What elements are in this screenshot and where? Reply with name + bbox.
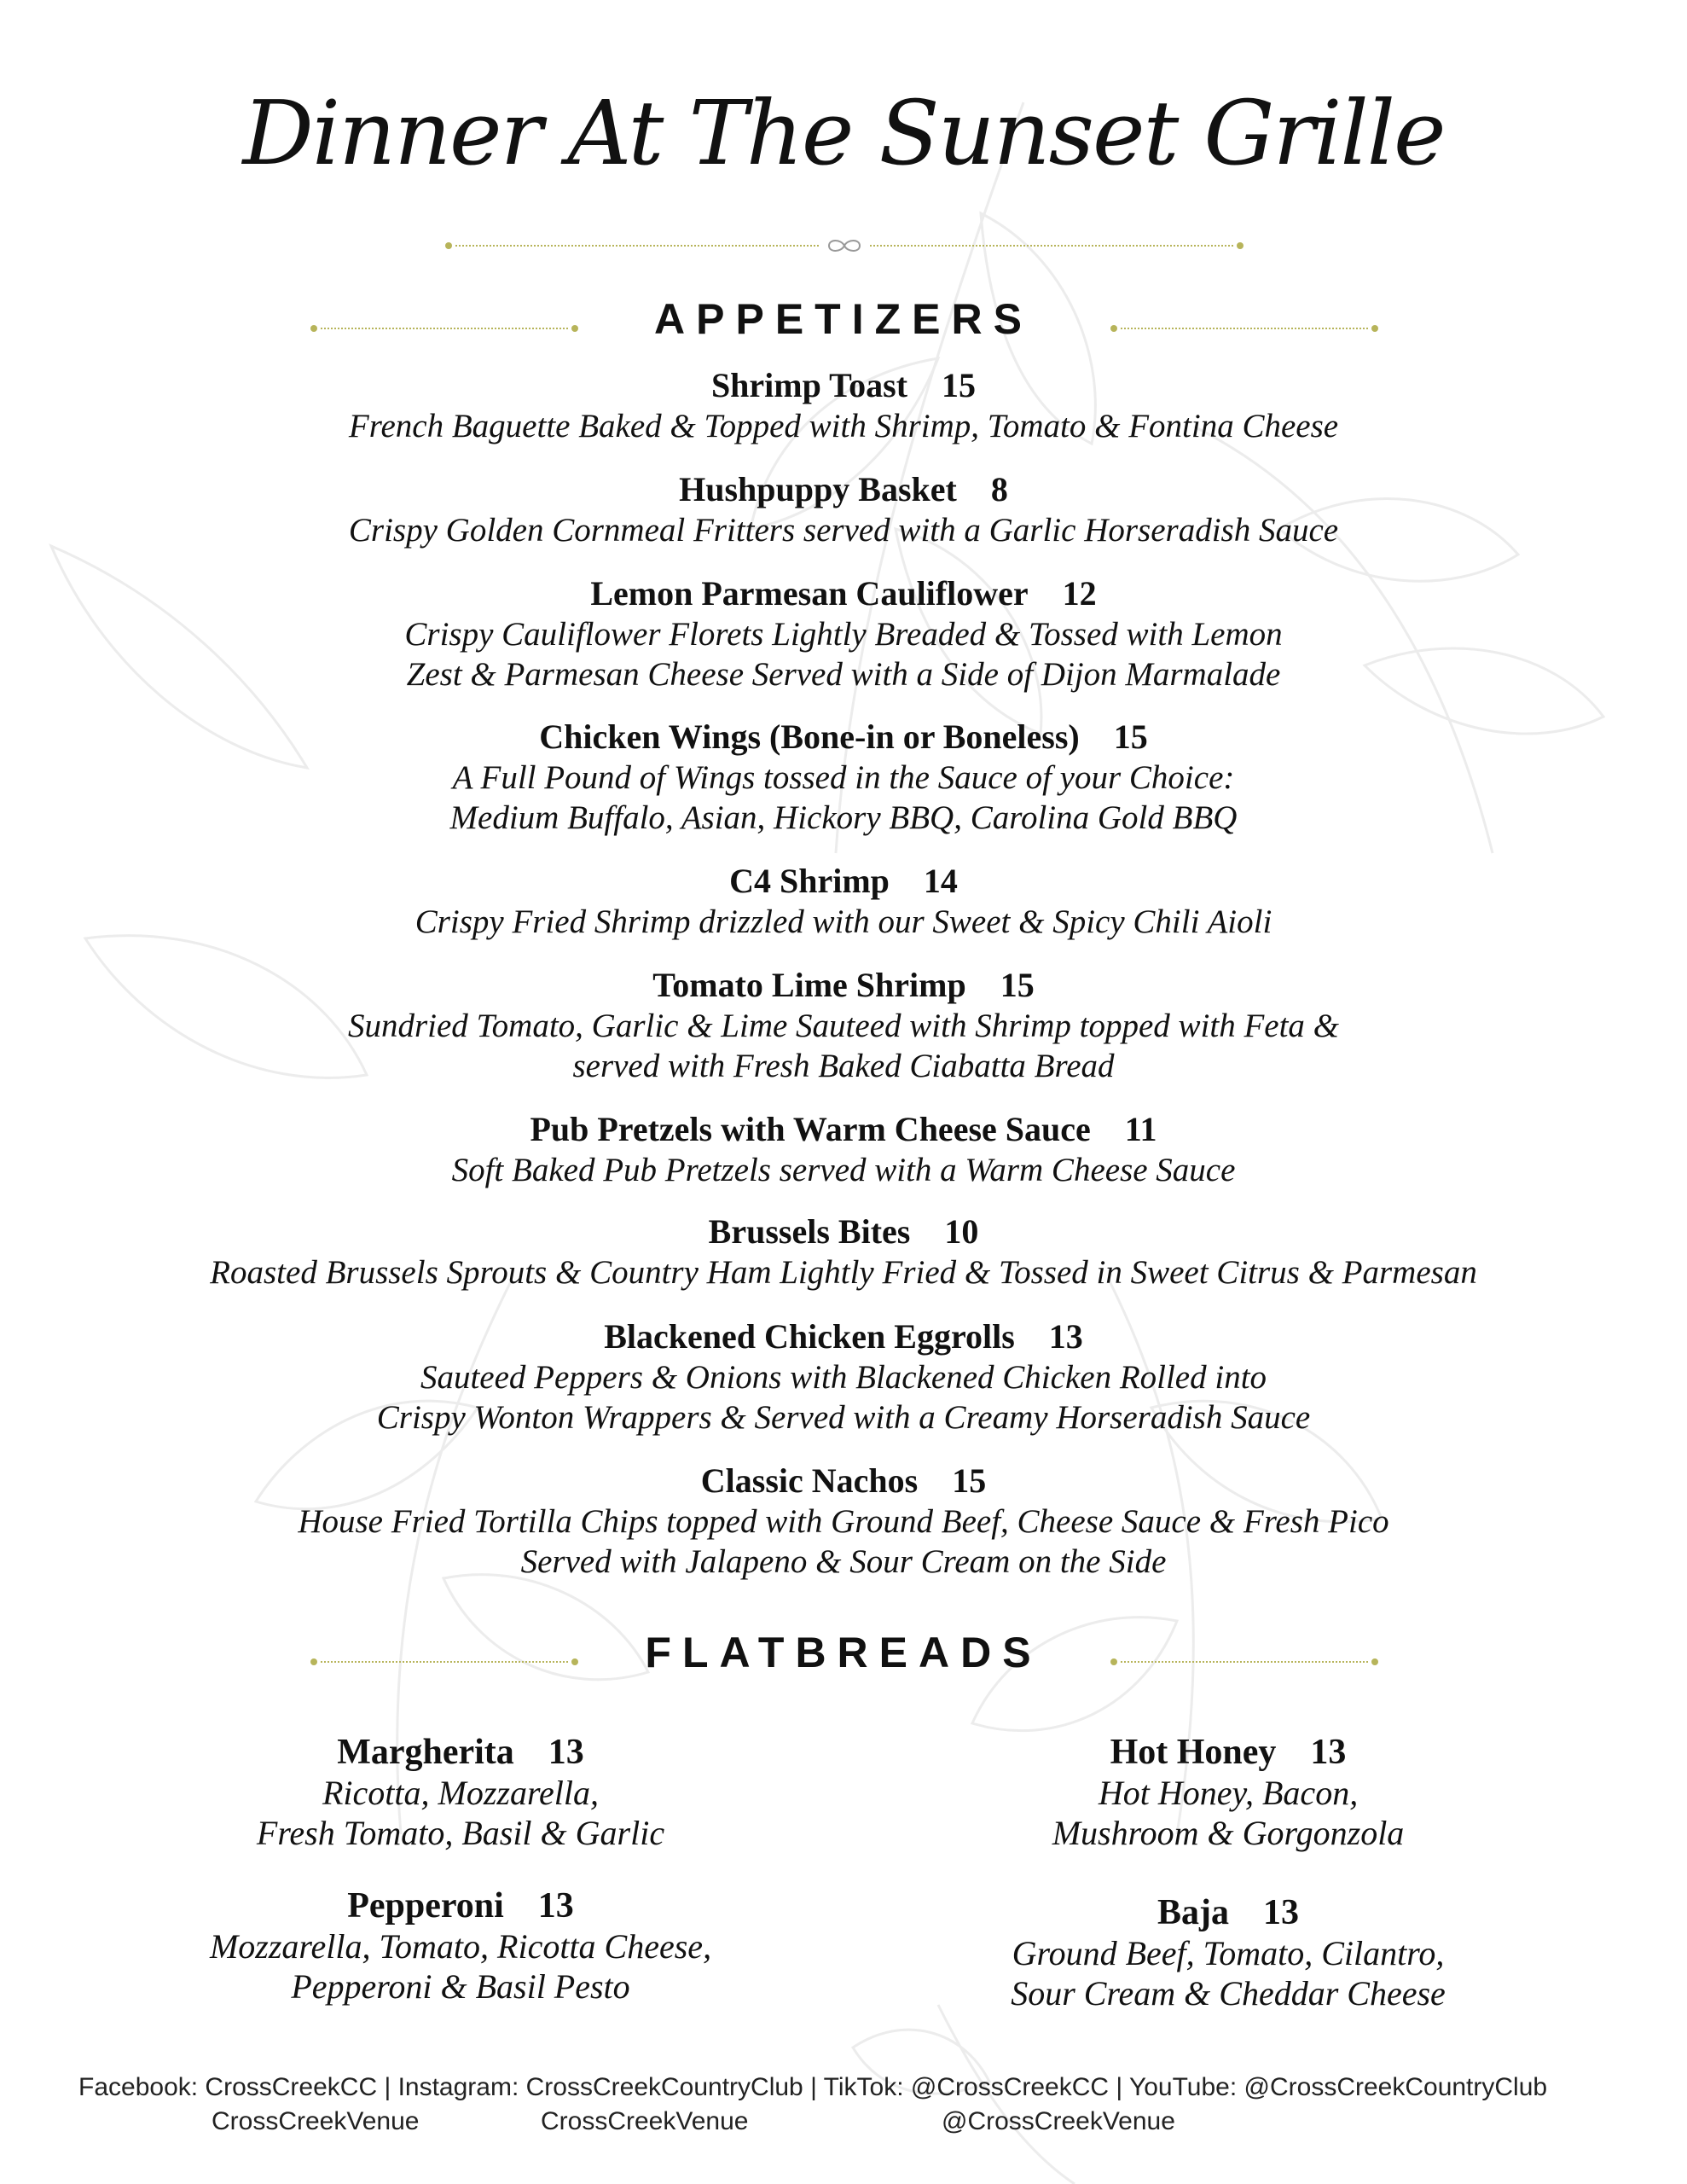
flatbread-name: Pepperoni [347,1886,504,1926]
menu-item-name: Brussels Bites [708,1212,911,1251]
menu-item-name: Lemon Parmesan Cauliflower [590,574,1029,613]
instagram-venue-handle: CrossCreekVenue [541,2107,749,2135]
menu-item-name: C4 Shrimp [729,862,890,900]
menu-item-description: Sundried Tomato, Garlic & Lime Sauteed with Shrimp topped with Feta & [347,1008,1340,1044]
flatbread-name: Hot Honey [1110,1733,1277,1772]
menu-item-description: A Full Pound of Wings tossed in the Sauce of your Choice: [452,759,1235,796]
menu-item-name: Blackened Chicken Eggrolls [604,1317,1015,1356]
flatbread-description: Ricotta, Mozzarella, [322,1774,600,1812]
flatbread-description: Ground Beef, Tomato, Cilantro, [1012,1934,1445,1972]
menu-item [0,1316,1687,1438]
flatbread-description: Fresh Tomato, Basil & Garlic [256,1814,665,1852]
menu-item [0,717,1687,838]
menu-item-description: Served with Jalapeno & Sour Cream on the Side [520,1543,1167,1580]
menu-item-price: 15 [942,366,977,404]
tiktok-venue-handle: @CrossCreekVenue [942,2107,1175,2135]
flatbread-price: 13 [1263,1893,1299,1932]
flatbread-price: 13 [537,1886,574,1926]
menu-item [0,965,1687,1086]
menu-item-description: Medium Buffalo, Asian, Hickory BBQ, Carolina Gold BBQ [449,799,1238,836]
flatbread-name: Baja [1157,1893,1229,1932]
menu-item-description: Sauteed Peppers & Onions with Blackened Chicken Rolled into [420,1359,1267,1396]
menu-item-title-line [0,365,1687,406]
flatbread-title-line [887,1732,1569,1773]
heading-rule-left [309,323,580,334]
flatbread-title-line [119,1885,802,1926]
menu-item-description: Soft Baked Pub Pretzels served with a Warm Cheese Sauce [451,1152,1236,1188]
flatbread-name: Margherita [337,1733,514,1772]
flatbread-title-line [119,1732,802,1773]
menu-item [0,1461,1687,1582]
menu-item-title-line [0,965,1687,1006]
menu-item-description: Crispy Wonton Wrappers & Served with a Creamy Horseradish Sauce [376,1399,1311,1436]
menu-item-title-line [0,861,1687,902]
menu-item-description: Roasted Brussels Sprouts & Country Ham Lightly Fried & Tossed in Sweet Citrus & Parmesan [210,1254,1477,1291]
flatbread-price: 13 [1310,1733,1347,1772]
menu-item [0,573,1687,694]
menu-item-price: 10 [944,1212,979,1251]
menu-item-title-line [0,469,1687,510]
facebook-venue-handle: CrossCreekVenue [212,2107,420,2135]
menu-item [0,1211,1687,1292]
menu-item-description: Crispy Golden Cornmeal Fritters served with a Garlic Horseradish Sauce [348,512,1339,549]
flatbread-item [887,1892,1569,2013]
menu-item-description: Crispy Cauliflower Florets Lightly Breaded & Tossed with Lemon [404,616,1283,653]
title-divider [443,237,1245,254]
flatbread-item [119,1732,802,1853]
flatbread-description: Sour Cream & Cheddar Cheese [1011,1974,1446,2013]
menu-item [0,1109,1687,1190]
flatbreads-heading: FLATBREADS [645,1629,1042,1676]
heading-rule-right [1109,1657,1380,1667]
menu-item-price: 15 [1000,966,1035,1004]
flatbread-description: Mozzarella, Tomato, Ricotta Cheese, [209,1927,712,1966]
menu-item-name: Classic Nachos [700,1461,919,1500]
menu-item-description: Zest & Parmesan Cheese Served with a Side of Dijon Marmalade [406,656,1281,693]
flatbread-title-line [887,1892,1569,1933]
heading-rule-left [309,1657,580,1667]
flatbread-price: 13 [548,1733,584,1772]
social-links-line: Facebook: CrossCreekCC | Instagram: CrossCreekCountryClub | TikTok: @CrossCreekCC | YouTube: @CrossCreekCountryClub [78,2073,1548,2101]
menu-item [0,861,1687,942]
menu-item-description: French Baguette Baked & Topped with Shrimp, Tomato & Fontina Cheese [348,408,1339,444]
menu-item-title-line [0,717,1687,758]
menu-item-price: 11 [1124,1110,1157,1148]
menu-item-title-line [0,573,1687,614]
menu-item-title-line [0,1461,1687,1502]
menu-item-price: 15 [952,1461,987,1500]
menu-item-title-line [0,1211,1687,1252]
menu-item-price: 14 [923,862,958,900]
menu-item-price: 15 [1113,717,1148,756]
menu-item-name: Shrimp Toast [710,366,908,404]
menu-item-name: Tomato Lime Shrimp [652,966,966,1004]
flatbread-item [887,1732,1569,1853]
menu-item-title-line [0,1109,1687,1150]
flatbread-description: Mushroom & Gorgonzola [1052,1814,1405,1852]
menu-item-price: 8 [990,470,1008,508]
menu-item-price: 13 [1048,1317,1083,1356]
menu-item [0,469,1687,550]
heading-rule-right [1109,323,1380,334]
menu-item-name: Chicken Wings (Bone-in or Boneless) [539,717,1080,756]
flatbread-item [119,1885,802,2007]
flatbread-description: Pepperoni & Basil Pesto [291,1967,630,2006]
menu-item-price: 12 [1062,574,1097,613]
flatbread-description: Hot Honey, Bacon, [1098,1774,1359,1812]
appetizers-heading: APPETIZERS [654,295,1033,343]
menu-item-description: Crispy Fried Shrimp drizzled with our Sweet & Spicy Chili Aioli [415,903,1272,940]
menu-item-title-line [0,1316,1687,1357]
menu-item-name: Hushpuppy Basket [679,470,957,508]
menu-item-description: House Fried Tortilla Chips topped with Ground Beef, Cheese Sauce & Fresh Pico [298,1503,1389,1540]
menu-title: Dinner At The Sunset Grille [242,81,1445,185]
menu-item-description: served with Fresh Baked Ciabatta Bread [572,1048,1115,1084]
menu-item-name: Pub Pretzels with Warm Cheese Sauce [530,1110,1091,1148]
menu-item [0,365,1687,446]
